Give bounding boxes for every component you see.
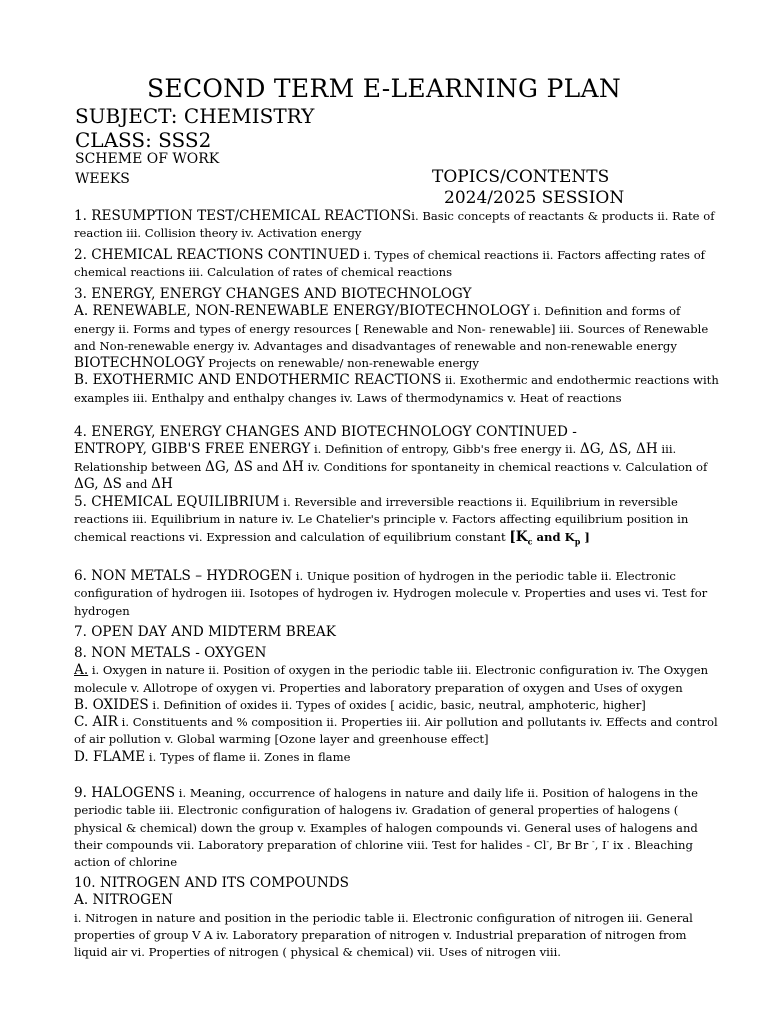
week-9-contents: i. Meaning, occurrence of halogens in nature and daily life ii. Position of halogens in the periodic table iii. Electronic configuration of halogens iv. Gradation of general properties of halogens ( physical & chemical) down the group v. Examples of halogen compounds vi. General uses of halogens and their compounds vii. Laboratory preparation of chlorine viii. Test for halides - Cl	[74, 786, 698, 852]
week-8a-label: A.	[74, 662, 89, 679]
week-10-heading: 10. NITROGEN AND ITS COMPOUNDS	[74, 875, 349, 891]
scheme-label: SCHEME OF WORK	[75, 151, 220, 167]
biotechnology-heading: BIOTECHNOLOGY	[74, 355, 205, 372]
chloride-superscript: -	[546, 837, 550, 847]
week-7-heading: 7. OPEN DAY AND MIDTERM BREAK	[74, 624, 336, 640]
week-4-text-1: i. Definition of entropy, Gibb's free energy ii.	[310, 442, 580, 457]
delta-values-1: ΔG, ΔS, ΔH	[579, 441, 658, 458]
week-2-contents: i. Types of chemical reactions ii. Factors affecting rates of chemical reactions iii. Calculation of rates of chemical reactions	[74, 248, 705, 280]
page-title: SECOND TERM E-LEARNING PLAN	[146, 74, 622, 103]
flame-heading: D. FLAME	[74, 748, 146, 765]
subject-line: SUBJECT: CHEMISTRY	[75, 104, 315, 128]
week-4-text-3: and	[252, 459, 283, 474]
week-5-section	[74, 494, 720, 546]
air-heading: C. AIR	[74, 714, 118, 731]
weeks-label: WEEKS	[75, 171, 130, 187]
week-3-section	[74, 286, 720, 407]
delta-values-2: ΔG, ΔS	[205, 458, 253, 475]
week-4-heading: 4. ENERGY, ENERGY CHANGES AND BIOTECHNOLOGY CONTINUED -	[74, 424, 577, 440]
class-line: CLASS: SSS2	[75, 128, 212, 152]
week-6-contents: i. Unique position of hydrogen in the periodic table ii. Electronic configuration of hydrogen iii. Isotopes of hydrogen iv. Hydrogen molecule v. Properties and uses vi. Test for hydrogen	[74, 569, 708, 618]
kp-label: and K	[532, 529, 575, 544]
oxides-heading: B. OXIDES	[74, 696, 149, 713]
session-label: 2024/2025 SESSION	[444, 188, 625, 208]
week-6-heading: 6. NON METALS – HYDROGEN	[74, 568, 293, 584]
bromide-superscript: -	[591, 837, 595, 847]
week-8-heading: 8. NON METALS - OXYGEN	[74, 645, 267, 661]
week-8a-contents: i. Oxygen in nature ii. Position of oxygen in the periodic table iii. Electronic configuration iv. The Oxygen molecule v. Allotrope of oxygen vi. Properties and laboratory preparation of oxygen and Uses of oxygen	[74, 663, 709, 695]
k-close: ]	[580, 529, 590, 544]
kp-subscript: p	[574, 535, 581, 546]
delta-values-5: ΔH	[151, 475, 173, 492]
week-4-text-5: and	[121, 476, 152, 491]
nitrogen-heading: A. NITROGEN	[74, 892, 173, 909]
week-9-section	[74, 785, 720, 871]
week-8-section	[74, 645, 720, 766]
week-4-section	[74, 424, 720, 493]
flame-contents: i. Types of flame ii. Zones in flame	[145, 749, 351, 764]
week-6-section	[74, 568, 720, 620]
week-3a-projects: Projects on renewable/ non-renewable energy	[204, 356, 479, 371]
oxides-contents: i. Definition of oxides ii. Types of oxides [ acidic, basic, neutral, amphoteric, higher]	[148, 697, 646, 712]
week-10-contents: i. Nitrogen in nature and position in the periodic table ii. Electronic configuration of nitrogen iii. General properties of group V A iv. Laboratory preparation of nitrogen v. Industrial preparation of nitrogen from liquid air vi. Properties of nitrogen ( physical & chemical) vii. Uses of nitrogen viii.	[74, 910, 693, 960]
topics-label: TOPICS/CONTENTS	[432, 167, 610, 187]
week-1-section	[74, 208, 720, 243]
week-5-contents: i. Reversible and irreversible reactions ii. Equilibrium in reversible reactions iii. Equilibrium in nature iv. Le Chatelier's principle v. Factors affecting equilibrium position in chemical reactions vi. Expression and calculation of equilibrium constant	[74, 495, 689, 544]
week-7-section	[74, 624, 720, 641]
week-3b-heading: B. EXOTHERMIC AND ENDOTHERMIC REACTIONS	[74, 372, 442, 389]
week-1-heading: 1. RESUMPTION TEST/CHEMICAL REACTIONS	[74, 208, 412, 224]
week-9-end: ix . Bleaching action of chlorine	[74, 837, 693, 870]
week-4-text-4: iv. Conditions for spontaneity in chemical reactions v. Calculation of	[303, 459, 708, 474]
kc-label: [K	[509, 528, 528, 545]
week-2-heading: 2. CHEMICAL REACTIONS CONTINUED	[74, 247, 360, 263]
kc-subscript: c	[527, 535, 533, 546]
week-3a-heading: A. RENEWABLE, NON-RENEWABLE ENERGY/BIOTECHNOLOGY	[74, 303, 530, 320]
week-4-text-2: iii. Relationship between	[74, 442, 677, 474]
iodide-text: , I	[594, 837, 607, 852]
bromide-text: , Br Br	[549, 837, 592, 852]
week-2-section	[74, 247, 720, 282]
week-10-section	[74, 875, 720, 961]
week-1-contents: i. Basic concepts of reactants & products ii. Rate of reaction iii. Collision theory iv. Activation energy	[74, 209, 715, 241]
delta-values-3: ΔH	[282, 458, 304, 475]
iodide-superscript: -	[606, 837, 610, 847]
week-3b-contents: ii. Exothermic and endothermic reactions with examples iii. Enthalpy and enthalpy changes iv. Laws of thermodynamics v. Heat of reactions	[74, 373, 719, 405]
delta-values-4: ΔG, ΔS	[74, 475, 122, 492]
week-9-heading: 9. HALOGENS	[74, 785, 176, 801]
week-5-heading: 5. CHEMICAL EQUILIBRIUM	[74, 494, 280, 510]
air-contents: i. Constituents and % composition ii. Properties iii. Air pollution and pollutants iv. Effects and control of air pollution v. Global warming [Ozone layer and greenhouse effect]	[74, 715, 718, 747]
week-3a-contents: i. Definition and forms of energy ii. Forms and types of energy resources [ Renewable and Non- renewable] iii. Sources of Renewable and Non-renewable energy iv. Advantages and disadvantages of renewable and non-renewable energy	[74, 304, 709, 353]
week-4-subheading: ENTROPY, GIBB'S FREE ENERGY	[74, 441, 311, 458]
week-3-heading: 3. ENERGY, ENERGY CHANGES AND BIOTECHNOLOGY	[74, 286, 472, 302]
